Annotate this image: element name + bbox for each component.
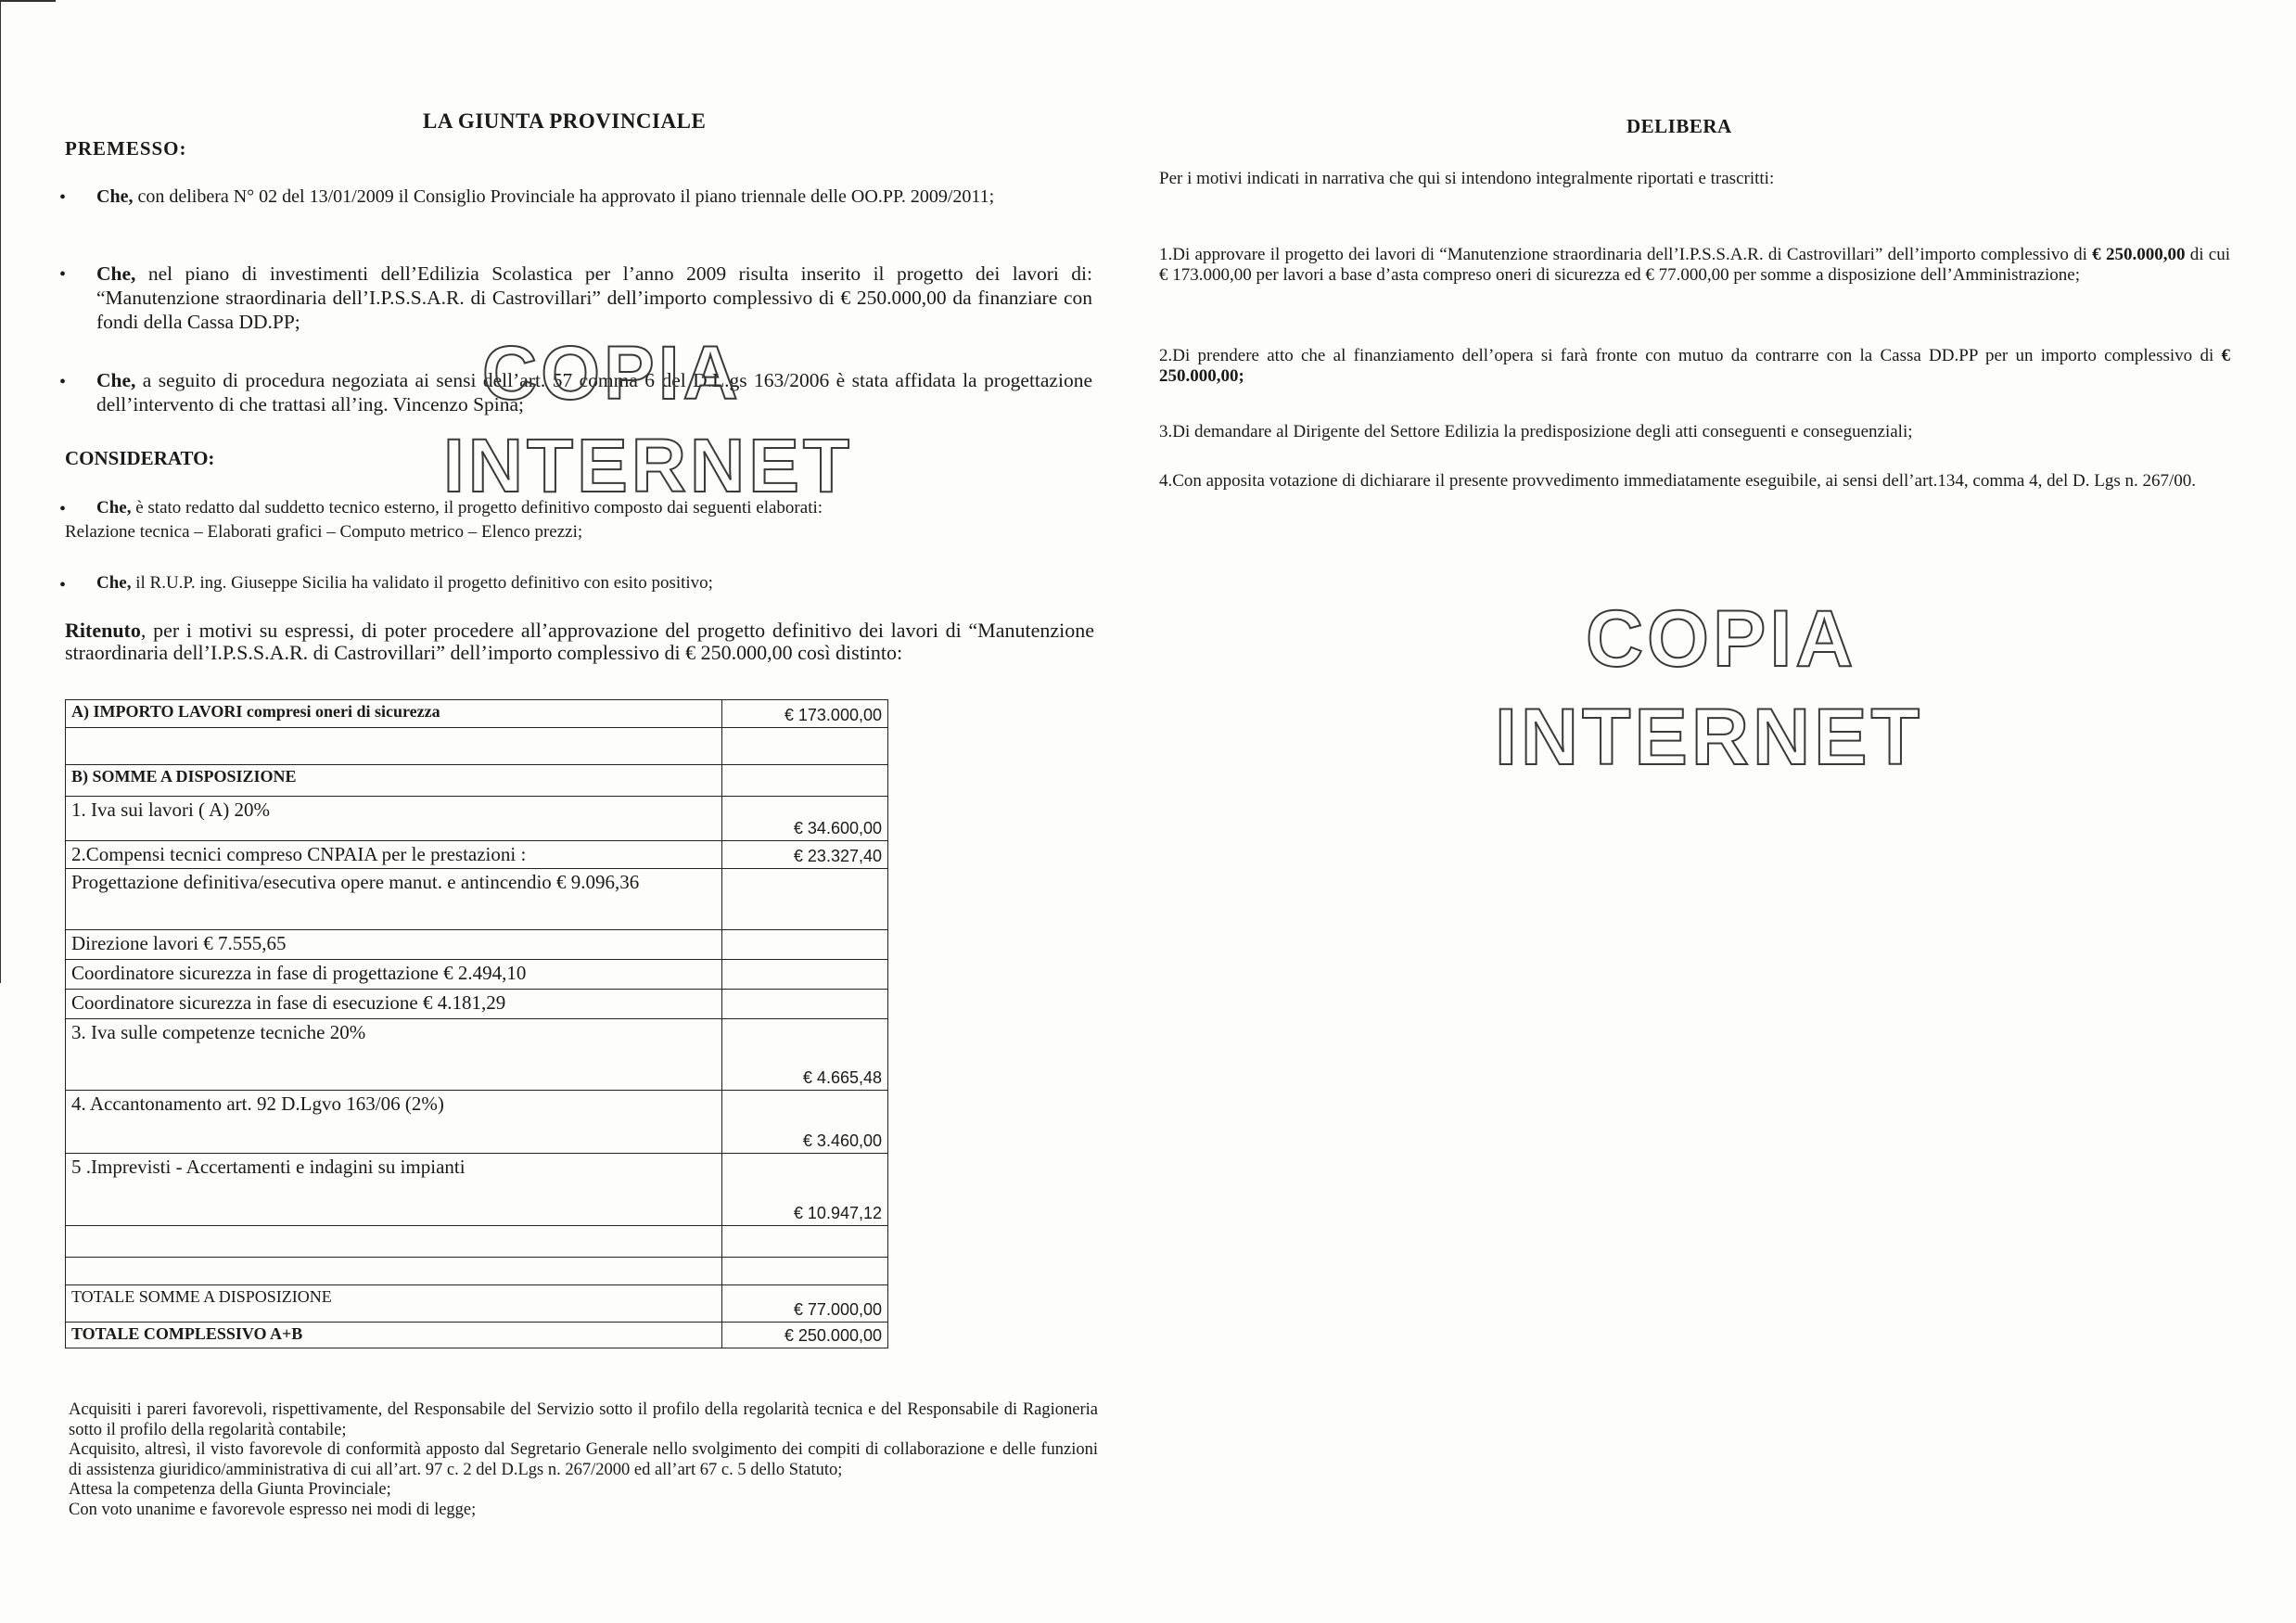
table-row [66, 869, 888, 930]
delibera-item-1: 1.Di approvare il progetto dei lavori di “Manutenzione straordinaria dell’I.P.S.S.A.R. di Castrovillari” dell’importo complessivo di € 250.000,00 di cui € 173.000,00 per lavori a base d’asta compreso oneri di sicurezza ed € 77.000,00 per somme a disposizione dell’Amministrazione; [1159, 245, 2230, 285]
table-row [66, 797, 888, 841]
table-row [66, 1154, 888, 1226]
table-row [66, 1091, 888, 1154]
ritenuto-paragraph: Ritenuto, per i motivi su espressi, di poter procedere all’approvazione del progetto definitivo dei lavori di “Manutenzione straordinaria dell’I.P.S.S.A.R. di Castrovillari” dell’importo complessivo di € 250.000,00 così distinto: [65, 619, 1094, 664]
closing-paragraphs [69, 1400, 1098, 1520]
premesso-heading: PREMESSO: [65, 137, 187, 160]
table-row [66, 1258, 888, 1285]
table-row [66, 1285, 888, 1323]
bullet-dot: • [59, 575, 67, 595]
table-cell-amount: € 34.600,00 [722, 797, 888, 841]
table-row [66, 1323, 888, 1348]
table-cell-label: Direzione lavori € 7.555,65 [66, 930, 722, 960]
bullet-dot: • [59, 499, 67, 519]
table-cell-amount [722, 1258, 888, 1285]
closing-line: Con voto unanime e favorevole espresso nei modi di legge; [69, 1500, 477, 1519]
closing-line: Attesa la competenza della Giunta Provinciale; [69, 1480, 391, 1499]
table-cell-amount [722, 930, 888, 960]
considerato-heading: CONSIDERATO: [65, 447, 215, 469]
premesso-item-1: Che, con delibera N° 02 del 13/01/2009 il Consiglio Provinciale ha approvato il piano triennale delle OO.PP. 2009/2011; [96, 186, 995, 207]
table-cell-amount: € 23.327,40 [722, 841, 888, 869]
premesso-item-2: Che, nel piano di investimenti dell’Edilizia Scolastica per l’anno 2009 risulta inserito il progetto dei lavori di: “Manutenzione straordinaria dell’I.P.S.S.A.R. di Castrovillari” dell’importo complessivo di € 250.000,00 da finanziare con fondi della Cassa DD.PP; [96, 262, 1092, 333]
table-cell-amount: € 3.460,00 [722, 1091, 888, 1154]
stamp-internet-left: INTERNET [443, 424, 853, 508]
bullet-dot: • [59, 264, 67, 285]
table-cell-label: B) SOMME A DISPOSIZIONE [66, 765, 722, 797]
delibera-item-4: 4.Con apposita votazione di dichiarare il presente provvedimento immediatamente eseguibile, ai sensi dell’art.134, comma 4, del D. Lgs n. 267/00. [1159, 471, 2197, 491]
considerato-item-1: Che, è stato redatto dal suddetto tecnico esterno, il progetto definitivo composto dai seguenti elaborati: [96, 498, 823, 518]
table-row [66, 765, 888, 797]
table-cell-label: Progettazione definitiva/esecutiva opere manut. e antincendio € 9.096,36 [66, 869, 722, 930]
right-title: DELIBERA [1626, 115, 1732, 137]
considerato-item-2: Che, il R.U.P. ing. Giuseppe Sicilia ha validato il progetto definitivo con esito positivo; [96, 573, 713, 593]
stamp-internet-right: INTERNET [1495, 693, 1923, 782]
closing-line: Acquisiti i pareri favorevoli, rispettivamente, del Responsabile del Servizio sotto il profilo della regolarità tecnica e del Responsabile di Ragioneria sotto il profilo della regolarità contabile; [69, 1400, 1098, 1439]
table-cell-amount [722, 765, 888, 797]
considerato-item-1-continuation: Relazione tecnica – Elaborati grafici – Computo metrico – Elenco prezzi; [65, 522, 583, 542]
table-row [66, 700, 888, 728]
table-cell-label: TOTALE SOMME A DISPOSIZIONE [66, 1285, 722, 1323]
table-row [66, 990, 888, 1019]
stamp-copia-left: COPIA [482, 331, 742, 415]
table-cell-amount [722, 1226, 888, 1258]
bullet-dot: • [59, 372, 67, 392]
table-row [66, 841, 888, 869]
table-cell-amount: € 4.665,48 [722, 1019, 888, 1091]
table-cell-label: 5 .Imprevisti - Accertamenti e indagini su impianti [66, 1154, 722, 1226]
table-cell-amount: € 173.000,00 [722, 700, 888, 728]
left-title: LA GIUNTA PROVINCIALE [423, 109, 707, 133]
cost-table [65, 699, 888, 1348]
table-row [66, 728, 888, 765]
table-cell-label: 2.Compensi tecnici compreso CNPAIA per le prestazioni : [66, 841, 722, 869]
closing-line: Acquisito, altresì, il visto favorevole di conformità apposto dal Segretario Generale nello svolgimento dei compiti di collaborazione e delle funzioni di assistenza giuridico/amministrativa di cui all’art. 97 c. 2 del D.Lgs n. 267/2000 ed all’art 67 c. 5 dello Statuto; [69, 1440, 1098, 1479]
table-cell-label [66, 728, 722, 765]
table-cell-label: TOTALE COMPLESSIVO A+B [66, 1323, 722, 1348]
table-cell-label: Coordinatore sicurezza in fase di esecuzione € 4.181,29 [66, 990, 722, 1019]
left-page [0, 0, 1141, 1623]
table-cell-amount: € 250.000,00 [722, 1323, 888, 1348]
right-page [1141, 0, 2296, 1623]
table-cell-amount: € 77.000,00 [722, 1285, 888, 1323]
table-cell-amount [722, 869, 888, 930]
table-cell-label [66, 1258, 722, 1285]
table-row [66, 1226, 888, 1258]
table-cell-label [66, 1226, 722, 1258]
delibera-intro: Per i motivi indicati in narrativa che qui si intendono integralmente riportati e trascritti: [1159, 169, 1775, 188]
table-cell-label: A) IMPORTO LAVORI compresi oneri di sicurezza [66, 700, 722, 728]
table-cell-amount: € 10.947,12 [722, 1154, 888, 1226]
premesso-item-3: Che, a seguito di procedura negoziata ai sensi dell’art. 57 comma 6 del D.L.gs 163/2006 è stata affidata la progettazione dell’intervento di che trattasi all’ing. Vincenzo Spina; [96, 369, 1092, 415]
stamp-copia-right: COPIA [1586, 594, 1857, 684]
delibera-item-2: 2.Di prendere atto che al finanziamento dell’opera si farà fronte con mutuo da contrarre con la Cassa DD.PP per un importo complessivo di € 250.000,00; [1159, 346, 2230, 386]
delibera-item-3: 3.Di demandare al Dirigente del Settore Edilizia la predisposizione degli atti conseguenti e conseguenziali; [1159, 422, 1913, 441]
table-cell-label: 1. Iva sui lavori ( A) 20% [66, 797, 722, 841]
table-cell-amount [722, 728, 888, 765]
table-cell-label: Coordinatore sicurezza in fase di progettazione € 2.494,10 [66, 960, 722, 990]
table-cell-amount [722, 960, 888, 990]
table-row [66, 1019, 888, 1091]
table-row [66, 930, 888, 960]
table-cell-label: 3. Iva sulle competenze tecniche 20% [66, 1019, 722, 1091]
table-cell-label: 4. Accantonamento art. 92 D.Lgvo 163/06 (2%) [66, 1091, 722, 1154]
table-row [66, 960, 888, 990]
table-cell-amount [722, 990, 888, 1019]
bullet-dot: • [59, 187, 67, 208]
